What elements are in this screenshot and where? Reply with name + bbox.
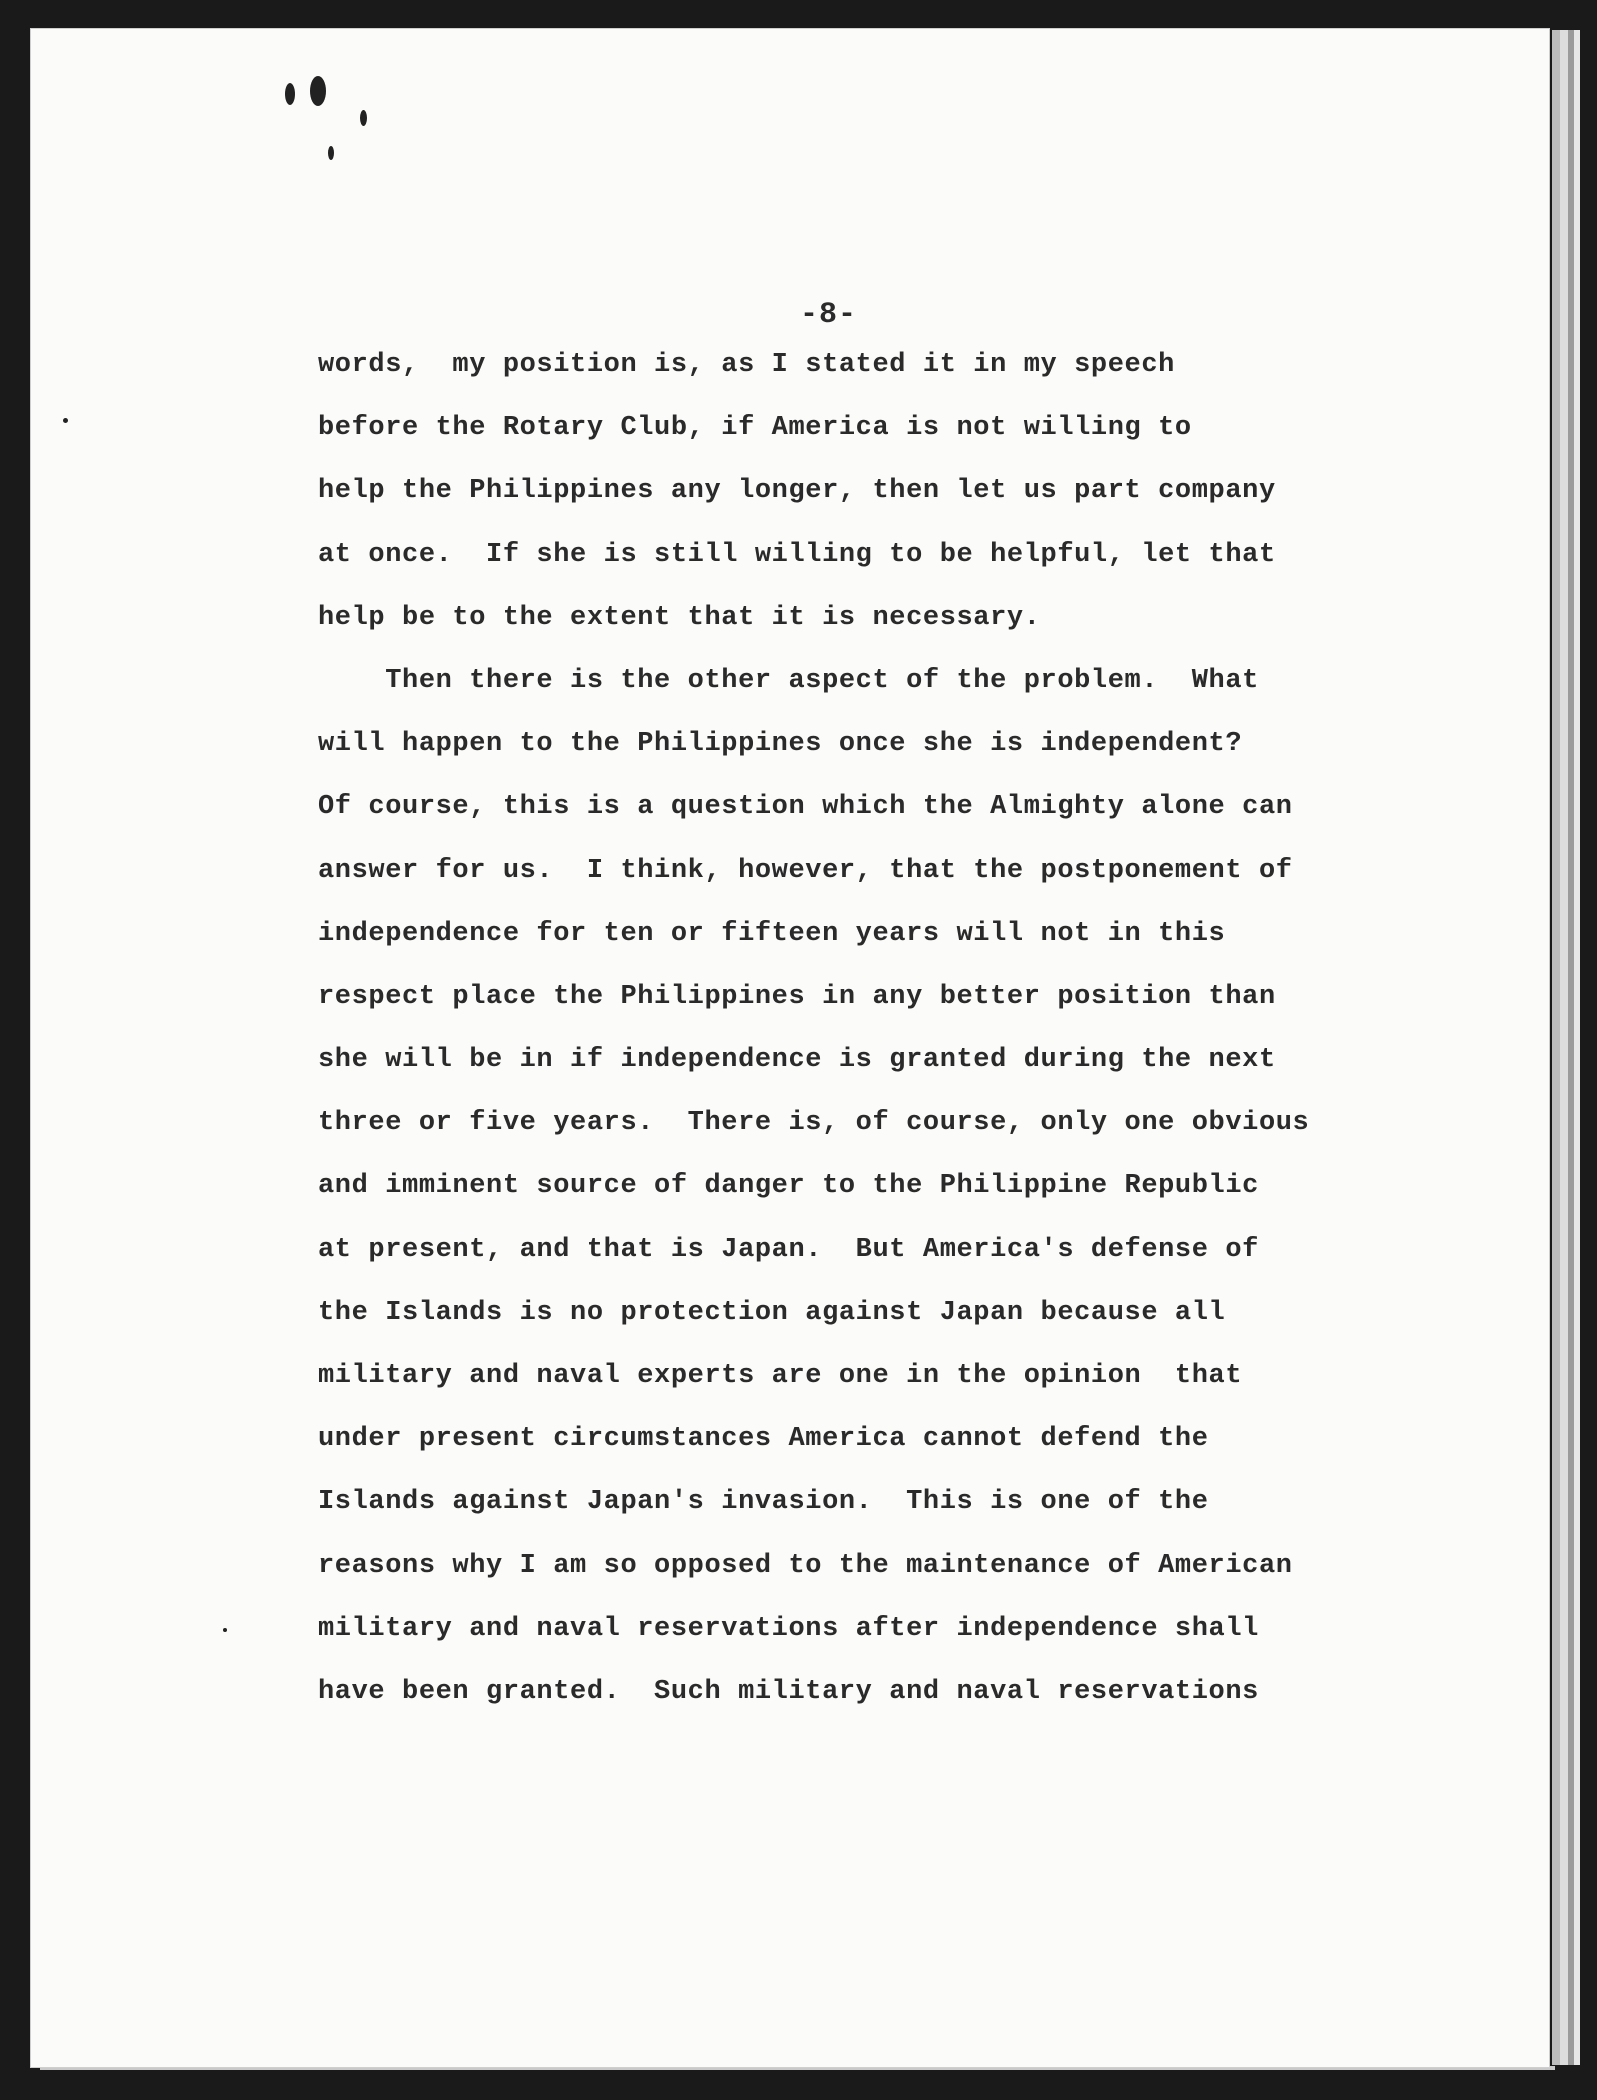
text-line: Of course, this is a question which the Almighty alone can — [318, 792, 1293, 823]
text-line: respect place the Philippines in any better position than — [318, 981, 1276, 1012]
text-line: before the Rotary Club, if America is not willing to — [318, 413, 1192, 444]
text-line: words, my position is, as I stated it in my speech — [318, 350, 1175, 380]
text-line: answer for us. I think, however, that the postponement of — [318, 855, 1293, 886]
text-line: will happen to the Philippines once she is independent? — [318, 729, 1243, 760]
text-line: at present, and that is Japan. But America's defense of — [318, 1234, 1259, 1265]
ink-blot — [223, 1628, 227, 1632]
text-line: reasons why I am so opposed to the maintenance of American — [318, 1550, 1293, 1581]
text-line: independence for ten or fifteen years will not in this — [318, 918, 1226, 949]
text-line: help be to the extent that it is necessary. — [318, 602, 1041, 633]
ink-blot — [310, 76, 326, 106]
ink-blot — [285, 83, 295, 105]
page-edge — [1552, 30, 1560, 2065]
ink-blot — [328, 146, 334, 160]
text-line: have been granted. Such military and naval reservations — [318, 1676, 1259, 1707]
body-text — [318, 342, 1458, 1732]
text-line: help the Philippines any longer, then let us part company — [318, 476, 1276, 507]
text-line: and imminent source of danger to the Philippine Republic — [318, 1171, 1259, 1202]
text-line: the Islands is no protection against Japan because all — [318, 1297, 1226, 1328]
page-number: -8- — [800, 298, 858, 332]
text-line: Islands against Japan's invasion. This is one of the — [318, 1487, 1209, 1518]
page-edge — [1560, 30, 1568, 2065]
text-line: military and naval reservations after independence shall — [318, 1613, 1259, 1644]
ink-blot — [63, 418, 68, 423]
text-line: military and naval experts are one in the opinion that — [318, 1361, 1243, 1391]
text-line: at once. If she is still willing to be helpful, let that — [318, 539, 1276, 570]
page-edge — [1574, 30, 1580, 2065]
text-line: under present circumstances America cannot defend the — [318, 1424, 1209, 1455]
ink-blot — [360, 110, 367, 126]
text-line: she will be in if independence is granted during the next — [318, 1045, 1276, 1076]
text-line: Then there is the other aspect of the problem. What — [318, 665, 1259, 696]
text-line: three or five years. There is, of course, only one obvious — [318, 1108, 1310, 1139]
